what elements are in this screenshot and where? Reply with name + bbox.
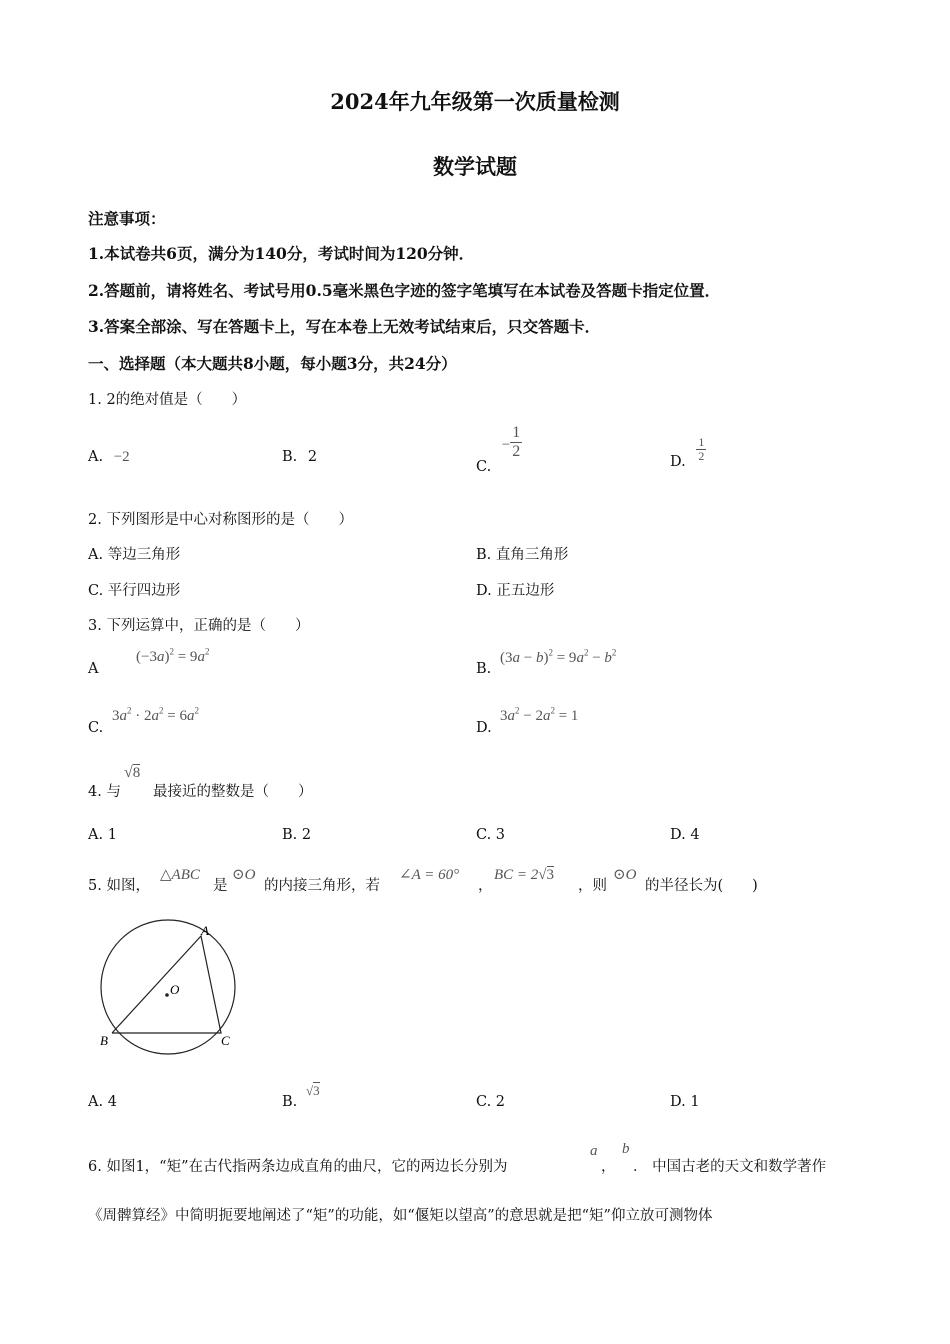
q1-option-c: C. − $\frac{1}{2}$: [476, 424, 521, 475]
q5-option-b-value: √3: [306, 1083, 320, 1098]
q1-option-d: D. $\frac{1}{2}$: [670, 435, 705, 470]
page-subtitle: 数学试题: [433, 154, 517, 179]
triangle-abc: [112, 936, 221, 1033]
q6-line1-post: ． 中国古老的天文和数学著作: [633, 1159, 827, 1175]
q2-option-b: B. 直角三角形: [476, 547, 569, 563]
q5-stem-num: 5. 如图，: [88, 878, 150, 894]
q4-option-c: C. 3: [476, 827, 506, 843]
q3-option-d-label: D.: [476, 720, 492, 736]
q5-option-a: A. 4: [88, 1094, 117, 1110]
q5-triangle: △ABC: [160, 867, 200, 883]
page-title: 2024年九年级第一次质量检测: [330, 89, 620, 114]
q6-sep: ，: [601, 1159, 616, 1175]
notice-item-3: 3.答案全部涂、写在答题卡上，写在本卷上无效考试结束后，只交答题卡．: [88, 317, 601, 336]
q3-option-c-formula: $3a^2 \cdot 2a^2 = 6a^2$: [112, 705, 199, 724]
q1-option-a: A. −2: [88, 449, 130, 465]
q6-line1-pre: 6. 如图1，“矩”在古代指两条边成直角的曲尺，它的两边长分别为: [88, 1159, 508, 1175]
q4-option-d: D. 4: [670, 827, 700, 843]
q2-stem: 2. 下列图形是中心对称图形的是（ ）: [88, 512, 353, 528]
notice-item-1: 1.本试卷共6页，满分为140分，考试时间为120分钟．: [88, 244, 475, 263]
notice-heading: 注意事项：: [88, 209, 166, 228]
circumcircle: [101, 920, 235, 1054]
q2-option-a: A. 等边三角形: [88, 547, 181, 563]
label-c: C: [221, 1033, 230, 1048]
center-point: [165, 993, 169, 997]
q5-option-b-label: B.: [282, 1094, 298, 1110]
q5-circle-o: ⊙O: [232, 867, 256, 883]
q5-option-d: D. 1: [670, 1094, 700, 1110]
q3-stem: 3. 下列运算中，正确的是（ ）: [88, 618, 310, 634]
q3-option-b-formula: $(3a - b)^2 = 9a^2 - b^2$: [500, 647, 617, 666]
q4-option-b: B. 2: [282, 827, 312, 843]
q4-stem-post: 最接近的整数是（ ）: [153, 784, 313, 800]
q1-stem: 1. 2的绝对值是（ ）: [88, 392, 247, 408]
q1-option-b: B. 2: [282, 449, 318, 465]
q4-option-a: A. 1: [88, 827, 117, 843]
q6-var-a: a: [590, 1143, 598, 1159]
q5-bc: BC = 2√3: [494, 867, 555, 883]
q6-var-b: b: [622, 1141, 630, 1157]
section-heading: 一、选择题（本大题共8小题，每小题3分，共24分）: [88, 354, 457, 373]
q6-line2: 《周髀算经》中简明扼要地阐述了“矩”的功能，如“偃矩以望高”的意思就是把“矩”仰立放可测物体: [88, 1208, 713, 1224]
q5-comma: ，: [478, 878, 493, 894]
q4-stem-pre: 4. 与: [88, 784, 121, 800]
q5-stem-t1: 是: [213, 878, 228, 894]
q2-option-c: C. 平行四边形: [88, 583, 181, 599]
q3-option-a-formula: $(-3a)^2 = 9a^2$: [136, 646, 210, 665]
q3-option-d-formula: $3a^2 - 2a^2 = 1$: [500, 705, 579, 724]
label-o: O: [170, 982, 180, 997]
q2-option-d: D. 正五边形: [476, 583, 555, 599]
label-b: B: [100, 1033, 108, 1048]
label-a: A: [201, 923, 209, 938]
q5-figure: [90, 918, 250, 1058]
q5-stem-t4: 的半径长为( ): [645, 878, 758, 894]
q5-angle: ∠A = 60°: [399, 867, 460, 883]
q5-option-c: C. 2: [476, 1094, 506, 1110]
q5-circle-o-2: ⊙O: [613, 867, 637, 883]
notice-item-2: 2.答题前，请将姓名、考试号用0.5毫米黑色字迹的签字笔填写在本试卷及答题卡指定位置．: [88, 281, 721, 300]
q5-stem-t2: 的内接三角形，若: [264, 878, 380, 894]
q3-option-a-label: A: [88, 661, 99, 677]
q4-sqrt: √8: [124, 764, 141, 781]
q3-option-c-label: C.: [88, 720, 104, 736]
q5-stem-t3: ，则: [578, 878, 607, 894]
q3-option-b-label: B.: [476, 661, 492, 677]
